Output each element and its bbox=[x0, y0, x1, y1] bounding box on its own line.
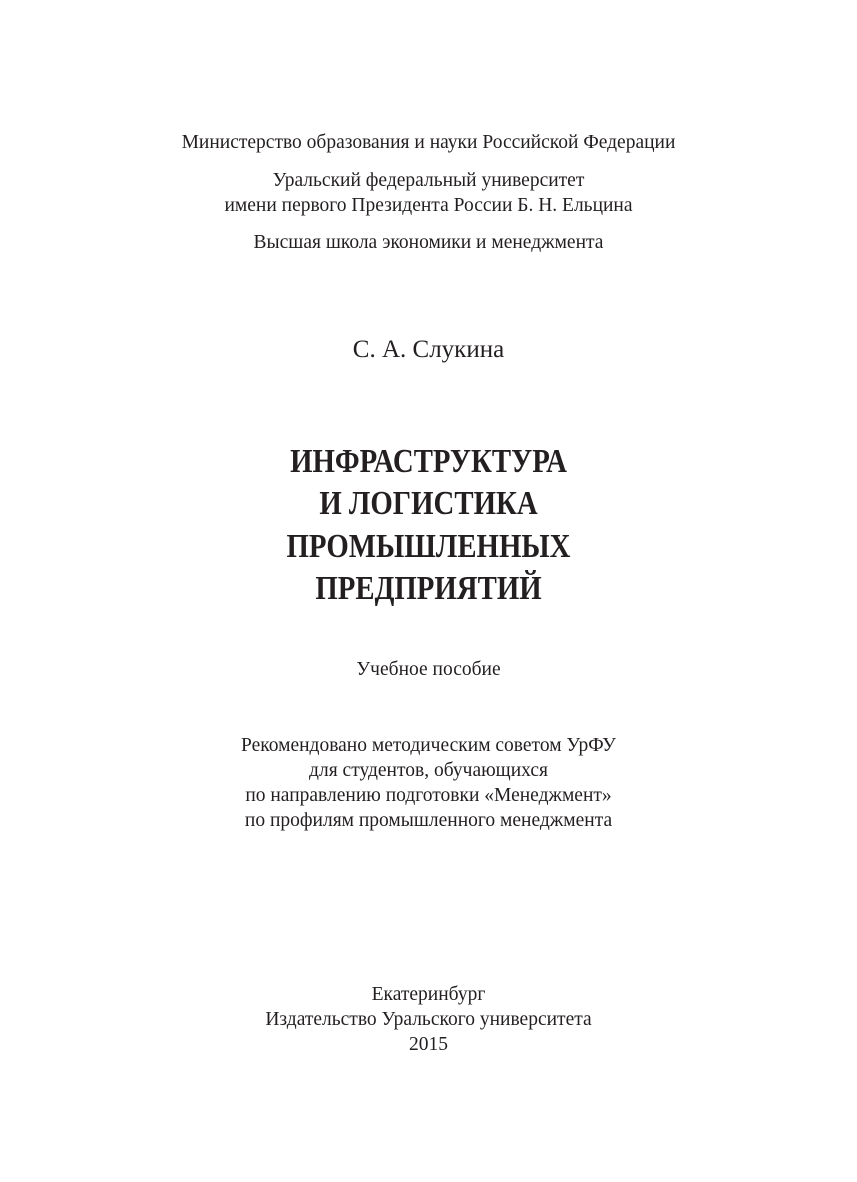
book-title-line1: ИНФРАСТРУКТУРА bbox=[290, 443, 567, 480]
recommendation-line3: по направлению подготовки «Менеджмент» bbox=[245, 785, 612, 806]
book-title-line4: ПРЕДПРИЯТИЙ bbox=[315, 570, 542, 607]
recommendation-line2: для студентов, обучающихся bbox=[309, 760, 548, 781]
book-title-line3: ПРОМЫШЛЕННЫХ bbox=[286, 528, 571, 565]
recommendation-line1: Рекомендовано методическим советом УрФУ bbox=[241, 735, 616, 756]
book-subtitle: Учебное пособие bbox=[356, 659, 501, 680]
ministry-name: Министерство образования и науки Российской Федерации bbox=[181, 132, 676, 153]
author-name: С. А. Слукина bbox=[352, 336, 505, 363]
imprint-city: Екатеринбург bbox=[371, 984, 486, 1005]
book-title-line2: И ЛОГИСТИКА bbox=[319, 485, 538, 522]
imprint-publisher: Издательство Уральского университета bbox=[265, 1009, 592, 1030]
recommendation-line4: по профилям промышленного менеджмента bbox=[244, 810, 613, 831]
university-name-line2: имени первого Президента России Б. Н. Ельцина bbox=[224, 195, 633, 216]
university-name-line1: Уральский федеральный университет bbox=[272, 170, 585, 191]
school-name: Высшая школа экономики и менеджмента bbox=[253, 232, 604, 253]
imprint-year: 2015 bbox=[409, 1034, 448, 1055]
